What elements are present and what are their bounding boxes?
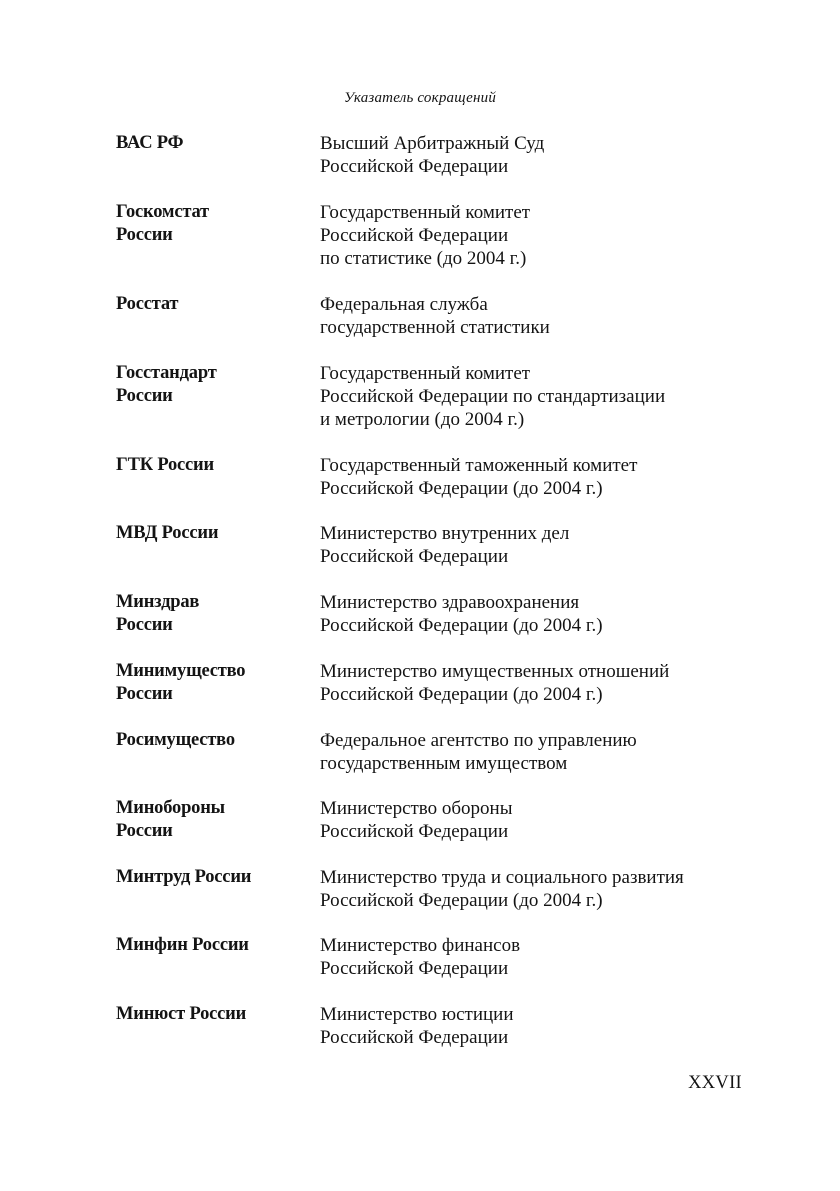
abbreviation-term-line: Минфин России [116,935,249,955]
abbreviation-definition [320,362,780,431]
abbreviation-term-line: России [116,386,173,406]
abbreviation-definition-line: Российской Федерации (до 2004 г.) [320,615,603,636]
abbreviation-term-line: Росстат [116,294,179,314]
abbreviation-term-line: Госстандарт [116,363,217,383]
abbreviation-term [116,293,306,316]
abbreviation-definition-line: государственным имуществом [320,753,568,774]
abbreviation-definition-line: Российской Федерации (до 2004 г.) [320,890,603,911]
abbreviation-term-line: МВД России [116,523,219,543]
abbreviation-term [116,454,306,477]
abbreviation-definition [320,591,780,637]
abbreviation-definition-line: Министерство труда и социального развития [320,867,684,888]
abbreviation-definition [320,454,780,500]
abbreviation-definition-line: Российской Федерации [320,225,509,246]
abbreviation-definition [320,522,780,568]
abbreviation-definition-line: Министерство имущественных отношений [320,661,670,682]
abbreviation-definition-line: и метрологии (до 2004 г.) [320,409,525,430]
abbreviation-definition-line: Министерство обороны [320,798,513,819]
abbreviation-definition-line: Российской Федерации [320,546,509,567]
abbreviation-definition-line: Министерство здравоохранения [320,592,580,613]
abbreviation-term-line: Минюст России [116,1004,247,1024]
abbreviation-term [116,866,306,889]
abbreviation-definition-line: Министерство внутренних дел [320,523,570,544]
abbreviation-term-line: Минимущество [116,661,246,681]
abbreviation-definition-line: Российской Федерации (до 2004 г.) [320,684,603,705]
abbreviation-definition-line: Российской Федерации [320,958,509,979]
abbreviation-term-line: Росимущество [116,730,235,750]
abbreviation-definition-line: по статистике (до 2004 г.) [320,248,527,269]
abbreviation-definition-line: Министерство финансов [320,935,521,956]
abbreviation-definition [320,201,780,270]
abbreviation-definition-line: Высший Арбитражный Суд [320,133,545,154]
abbreviation-definition-line: Федеральная служба [320,294,488,315]
abbreviation-term-line: России [116,821,173,841]
abbreviation-term-line: России [116,684,173,704]
abbreviation-definition-line: Российской Федерации [320,821,509,842]
abbreviation-term [116,522,306,545]
abbreviation-definition-line: государственной статистики [320,317,550,338]
abbreviation-term [116,591,306,637]
abbreviation-term-line: Минобороны [116,798,225,818]
abbreviation-definition-line: Государственный таможенный комитет [320,455,638,476]
abbreviation-term-line: Минздрав [116,592,200,612]
abbreviation-definition [320,293,780,339]
abbreviation-term-line: России [116,225,173,245]
abbreviation-definition-line: Федеральное агентство по управлению [320,730,637,751]
page-number: XXVII [688,1073,742,1093]
abbreviation-definition [320,1003,780,1049]
abbreviation-term [116,201,306,247]
abbreviation-term [116,729,306,752]
abbreviation-definition [320,660,780,706]
abbreviation-definition-line: Российской Федерации [320,1027,509,1048]
abbreviation-definition-line: Государственный комитет [320,363,531,384]
abbreviation-term [116,797,306,843]
abbreviation-term [116,934,306,957]
running-title: Указатель сокращений [343,90,497,106]
abbreviation-definition [320,866,780,912]
abbreviation-term-line: Минтруд России [116,867,252,887]
abbreviation-definition-line: Российской Федерации (до 2004 г.) [320,478,603,499]
abbreviation-definition [320,132,780,178]
abbreviation-term-line: ГТК России [116,455,214,475]
abbreviation-definition [320,729,780,775]
abbreviation-definition-line: Российской Федерации [320,156,509,177]
abbreviation-term [116,660,306,706]
abbreviation-term-line: ВАС РФ [116,133,184,153]
abbreviation-definition-line: Государственный комитет [320,202,531,223]
abbreviation-definition [320,797,780,843]
abbreviation-term [116,362,306,408]
abbreviation-term [116,1003,306,1026]
abbreviation-term-line: Госкомстат [116,202,209,222]
abbreviation-term [116,132,306,155]
abbreviation-definition [320,934,780,980]
abbreviation-term-line: России [116,615,173,635]
abbreviation-definition-line: Российской Федерации по стандартизации [320,386,666,407]
abbreviation-definition-line: Министерство юстиции [320,1004,514,1025]
